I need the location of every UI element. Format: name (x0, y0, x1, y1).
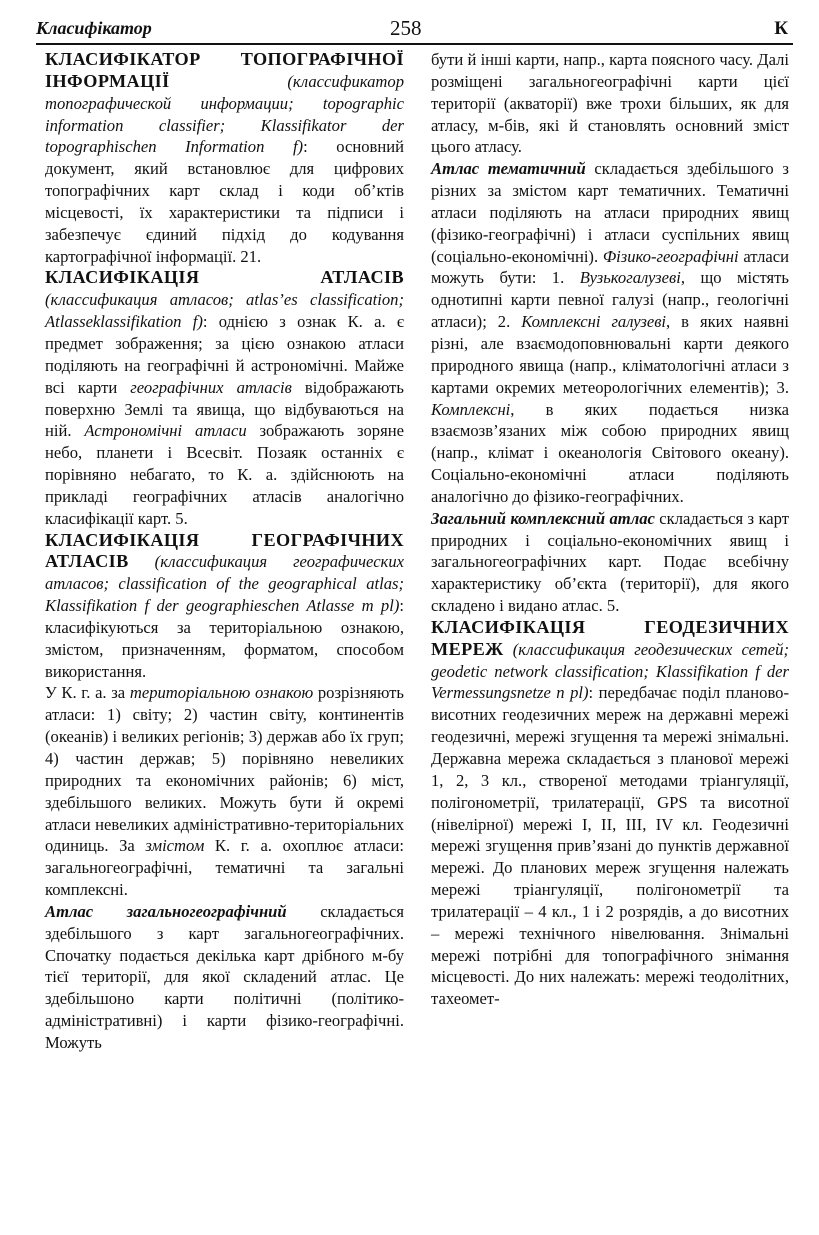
entry-term: КЛАСИФІКАЦІЯ ГЕОДЕЗИЧНИХ МЕРЕЖ (431, 616, 789, 659)
emphasis-complex: Комплексні (431, 399, 511, 419)
entry-topographic-classifier (45, 49, 404, 267)
paragraph-general-complex-atlas (431, 508, 789, 617)
emphasis-geographic-atlases: географічних атласів (130, 377, 292, 397)
left-column (45, 49, 404, 1054)
entry-text: : передбачає поділ планово-висотних геодезичних мереж на державні мережі геодезичні, мережі згущення та мережі знімальні. Державна мережа складається з планової мережі 1, 2, 3 кл., створеної методами тріангуляції, полігонометрії, трилатерації, GPS та висотної (нівелірної) мережі I, II, III, IV кл. Геодезичні мережі згущення прив’язані до пунктів державної мережі. До планових мереж згущення належать мережі тріангуляції, полігонометрії та трилатерації – 4 кл., 1 і 2 розрядів, а до висотних – мережі технічного нівелювання. Знімальні мережі потрібні для топографічного знімання місцевості. До них належать: мережі теодолітних, тахеомет- (431, 683, 789, 1009)
entry-text: : класифікуються за територіальною ознакою, змістом, призначенням, форматом, способом використання. (45, 596, 404, 681)
paragraph-text: бути й інші карти, напр., карта поясного часу. Далі розміщені загальногеографічні карти цієї території (акваторії) вже трохи більших, як для атласу, м-бів, які й становлять основний зміст цього атласу. (431, 50, 789, 157)
header-rule (36, 43, 793, 45)
emphasis-content: змістом (145, 836, 205, 856)
paragraph-text: , що містять однотипні карти певної галузі (напр., геологічні атласи); 2. (431, 268, 789, 332)
paragraph-text: складається здебільшого з різних за змістом карт тематичних. Тематичні атласи поділяють на атласи природних явищ (фізико-географічні) і атласи суспільних явищ (соціально-економічні). (431, 159, 789, 266)
emphasis-narrow-branch: Вузькогалузеві (579, 268, 681, 288)
entry-translations: (классификация географических атласов; classification of the geographical atlas; Klassifikation f der geographieschen Atlasse m pl) (45, 552, 404, 616)
paragraph-text: складається з карт природних і соціально-економічних явищ і загальногеографічних карт. Подає всебічну характеристику об’єкта (території), для якого складено і видано атлас. 5. (431, 508, 789, 616)
paragraph-text: розрізняють атласи: 1) світу; 2) частин світу, континентів (океанів) і великих регіонів; 3) держав або їх груп; 4) частин держав; 5) порівняно невеликих природних та економічних районів; 6) міст, здебільшого великих. Можуть бути й окремі атласи невеликих адміністративно-територіальних одиниць. За (45, 683, 404, 856)
entry-translations: (классификатор топографической информации; topographic information classifier; Klassifikator der topographischen Information f) (45, 71, 404, 157)
paragraph-thematic-atlas (431, 158, 789, 508)
subterm: Атлас загальногеографічний (45, 901, 287, 921)
page-number: 258 (390, 16, 422, 40)
subterm: Атлас тематичний (431, 159, 586, 179)
paragraph-general-geographic-atlas (45, 901, 404, 1054)
paragraph-territorial (45, 682, 404, 900)
running-header (36, 14, 788, 42)
entry-term: КЛАСИФІКАЦІЯ АТЛАСІВ (45, 267, 404, 288)
paragraph-text: атласи можуть бути: 1. (431, 246, 789, 288)
entry-term: КЛАСИФІКАЦІЯ ГЕОГРАФІЧНИХ АТЛАСІВ (45, 529, 404, 572)
paragraph-text: , в яких подається низка взаємозв’язаних між собою природних явищ (напр., клімат і океанологія Світового океану). Соціально-економічні атласи поділяють аналогічно до фізико-географічних. (431, 399, 789, 506)
paragraph-text: К. г. а. охоплює атласи: загальногеографічні, тематичні та загальні комплексні. (45, 836, 404, 900)
entry-term: КЛАСИФІКАТОР ТОПОГРАФІЧНОЇ ІНФОРМАЦІЇ (45, 49, 404, 91)
entry-atlas-classification (45, 267, 404, 529)
entry-text: відображають поверхню Землі та явища, що відбуваються на ній. (45, 377, 404, 441)
entry-text: : основний документ, який встановлює для цифрових топографічних карт склад і коди об’ктів місцевості, їх характеристики та підписи і забезпечує єдиний підхід до кодування картографічної інформації. 21. (45, 137, 404, 266)
paragraph-text: , в яких наявні різні, але взаємодоповнювальні карти деякого природного явища (напр., кліматологічні атласи з картами окремих метеорологічних елементів); 3. (431, 312, 789, 397)
entry-text: зображають зоряне небо, планети і Всесвіт. Позаяк останніх є порівняно небагато, то К. а. здійснюють на прикладі географічних атласів аналогічно класифікації карт. 5. (45, 421, 404, 528)
section-title: Класифікатор (36, 18, 152, 38)
entry-translations: (классификация геодезических сетей; geodetic network classification; Klassifikation f der Vermessungsnetze n pl) (431, 639, 789, 703)
emphasis-astronomic-atlases: Астрономічні атласи (84, 421, 247, 441)
paragraph-text: У К. г. а. за (45, 683, 130, 703)
entry-geodetic-network-classification (431, 617, 789, 1010)
entry-text: : однією з ознак К. а. є предмет зображення; за цією ознакою атласи поділяють на географічні й астрономічні. Майже всі карти (45, 312, 405, 397)
entry-translations: (классификация атласов; atlas’es classification; Atlasseklassifikation f) (45, 290, 404, 332)
emphasis-complex-branch: Комплексні галузеві (521, 312, 667, 332)
emphasis-physico-geographic: Фізико-географічні (602, 246, 739, 266)
entry-geographic-atlas-classification (45, 530, 404, 683)
paragraph-text: складається здебільшого з карт загальногеографічних. Спочатку подається декілька карт дрібного м-бу тієї території, для якої складений атлас. Це здебільшоно карти політичні (політико-адміністративні) і карти фізико-географічні. Можуть (45, 901, 405, 1052)
right-column (431, 49, 789, 1010)
subterm: Загальний комплексний атлас (431, 508, 655, 528)
emphasis-territorial: територіальною ознакою (129, 683, 314, 703)
header-letter: К (774, 18, 788, 39)
paragraph-continuation (431, 49, 789, 158)
